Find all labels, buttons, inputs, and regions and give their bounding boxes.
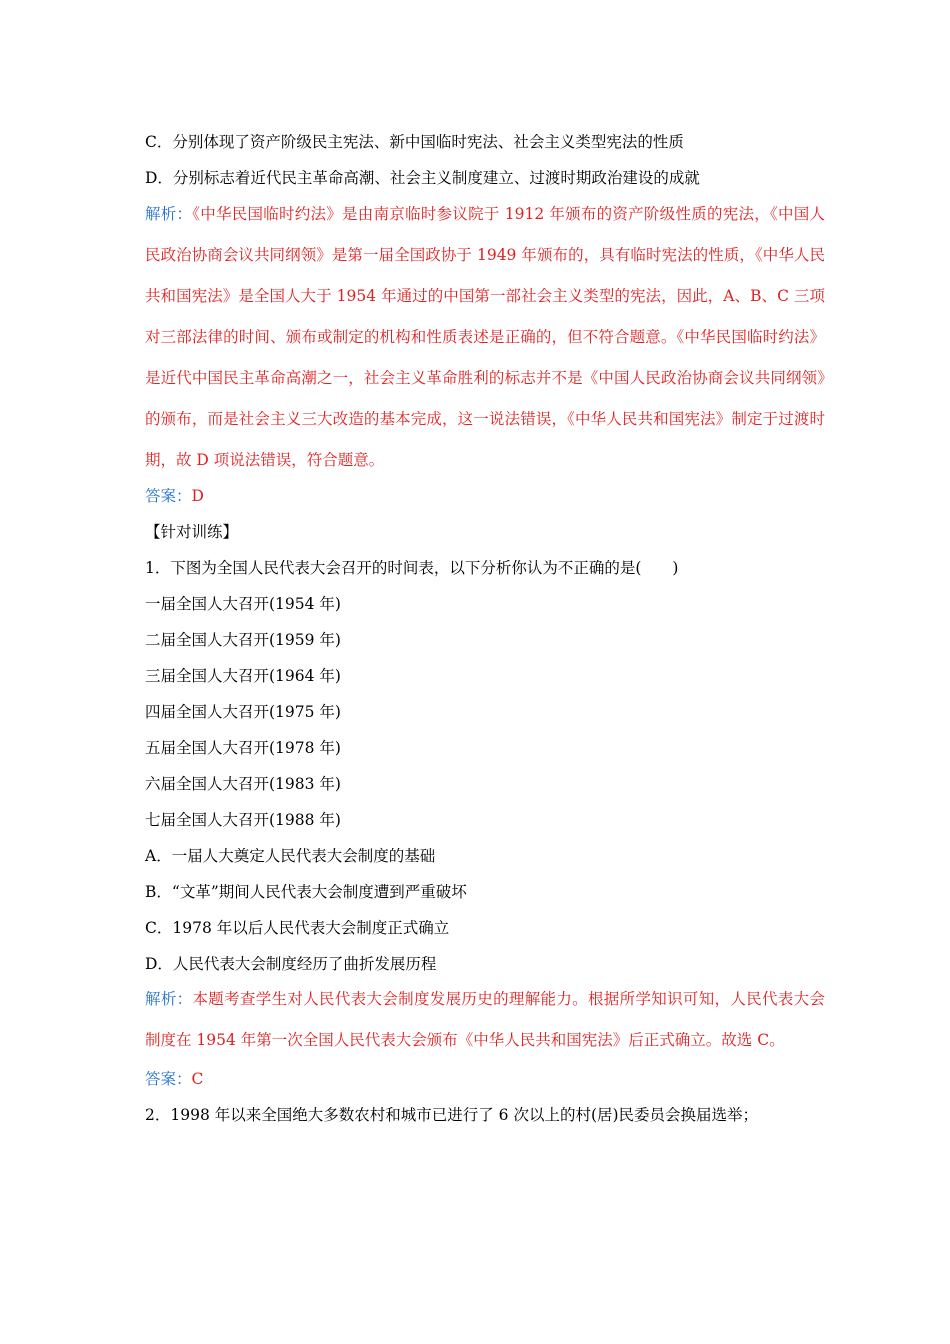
option-c: C．1978 年以后人民代表大会制度正式确立 [145, 919, 450, 937]
answer-label: 答案： [145, 1070, 192, 1088]
option-b: B．“文革”期间人民代表大会制度遭到严重破坏 [145, 883, 467, 901]
schedule-item: 二届全国人大召开(1959 年) [145, 631, 341, 649]
answer-line [145, 478, 825, 514]
section-title: 【针对训练】 [145, 523, 239, 541]
answer-label: 答案： [145, 487, 192, 505]
option-d: D．分别标志着近代民主革命高潮、社会主义制度建立、过渡时期政治建设的成就 [145, 169, 700, 187]
analysis-label: 解析： [145, 990, 193, 1008]
answer-value: D [191, 487, 204, 505]
schedule-item: 六届全国人大召开(1983 年) [145, 775, 341, 793]
document-page [145, 124, 825, 1133]
analysis-paragraph [145, 979, 825, 1061]
analysis-paragraph [145, 194, 825, 481]
schedule-item: 三届全国人大召开(1964 年) [145, 667, 341, 685]
question-2-stem: 2．1998 年以来全国绝大多数农村和城市已进行了 6 次以上的村(居)民委员会换届选举； [145, 1106, 759, 1124]
answer-value: C [191, 1070, 204, 1088]
answer-line [145, 1061, 825, 1097]
schedule-item: 七届全国人大召开(1988 年) [145, 811, 341, 829]
schedule-item: 一届全国人大召开(1954 年) [145, 595, 341, 613]
option-d: D．人民代表大会制度经历了曲折发展历程 [145, 955, 437, 973]
analysis-text: 本题考查学生对人民代表大会制度发展历史的理解能力。根据所学知识可知，人民代表大会制度在 1954 年第一次全国人民代表大会颁布《中华人民共和国宪法》后正式确立。故选 C。 [145, 990, 825, 1049]
option-c: C．分别体现了资产阶级民主宪法、新中国临时宪法、社会主义类型宪法的性质 [145, 133, 684, 151]
schedule-item: 四届全国人大召开(1975 年) [145, 703, 341, 721]
schedule-item: 五届全国人大召开(1978 年) [145, 739, 341, 757]
analysis-label: 解析： [145, 205, 193, 223]
analysis-text: 《中华民国临时约法》是由南京临时参议院于 1912 年颁布的资产阶级性质的宪法，《中国人民政治协商会议共同纲领》是第一届全国政协于 1949 年颁布的，具有临时宪法的性质，《中华人民共和国宪法》是全国人大于 1954 年通过的中国第一部社会主义类型的宪法，因此，A、B、C 三项对三部法律的时间、颁布或制定的机构和性质表述是正确的，但不符合题意。《中华民国临时约法》是近代中国民主革命高潮之一，社会主义革命胜利的标志并不是《中国人民政治协商会议共同纲领》的颁布，而是社会主义三大改造的基本完成，这一说法错误，《中华人民共和国宪法》制定于过渡时期，故 D 项说法错误，符合题意。 [145, 205, 825, 469]
option-a: A．一届人大奠定人民代表大会制度的基础 [145, 847, 436, 865]
question-1-stem: 1．下图为全国人民代表大会召开的时间表，以下分析你认为不正确的是( ) [145, 559, 679, 577]
